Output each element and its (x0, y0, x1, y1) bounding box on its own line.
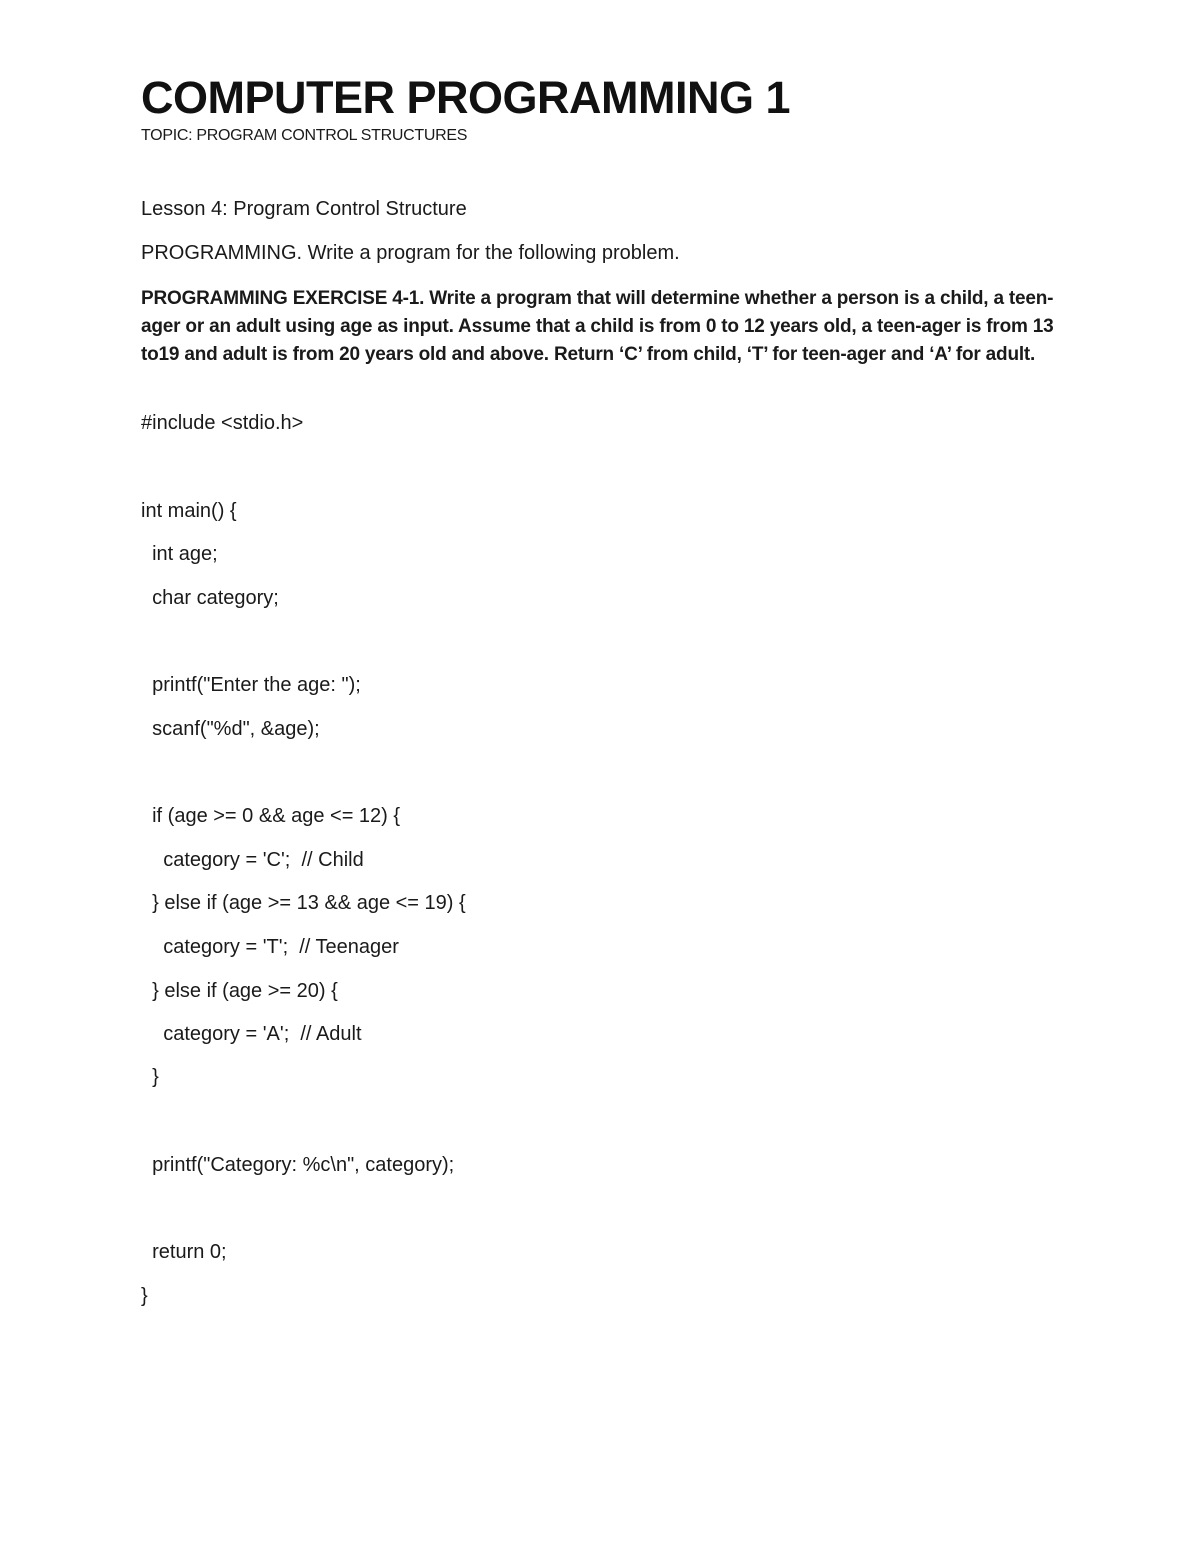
code-line-elseif-teen: } else if (age >= 13 && age <= 19) { (141, 892, 466, 914)
document-title: COMPUTER PROGRAMMING 1 (141, 72, 791, 123)
code-line-main: int main() { (141, 500, 237, 522)
code-line-age-decl: int age; (141, 543, 218, 565)
code-line-assign-child: category = 'C'; // Child (141, 849, 364, 871)
code-line-assign-adult: category = 'A'; // Adult (141, 1023, 362, 1045)
code-line-if-child: if (age >= 0 && age <= 12) { (141, 805, 401, 827)
code-line-printf-result: printf("Category: %c\n", category); (141, 1154, 455, 1176)
lesson-heading: Lesson 4: Program Control Structure (141, 198, 467, 220)
code-line-elseif-adult: } else if (age >= 20) { (141, 980, 338, 1002)
code-line-assign-teen: category = 'T'; // Teenager (141, 936, 399, 958)
code-line-close-main: } (141, 1285, 148, 1307)
code-line-close-if: } (141, 1066, 159, 1088)
code-line-return: return 0; (141, 1241, 227, 1263)
code-line-include: #include <stdio.h> (141, 412, 304, 434)
instruction-text: PROGRAMMING. Write a program for the following problem. (141, 242, 680, 264)
topic-subtitle: TOPIC: PROGRAM CONTROL STRUCTURES (141, 127, 468, 144)
code-line-category-decl: char category; (141, 587, 279, 609)
exercise-paragraph: PROGRAMMING EXERCISE 4-1. Write a program that will determine whether a person is a child, a teen-ager or an adult using age as input. Assume that a child is from 0 to 12 years old, a teen-ager is from 13 to19 and adult is from 20 years old and above. Return ‘C’ from child, ‘T’ for teen-ager and ‘A’ for adult. (141, 288, 1054, 365)
code-line-scanf: scanf("%d", &age); (141, 718, 320, 740)
code-line-printf-prompt: printf("Enter the age: "); (141, 674, 361, 696)
